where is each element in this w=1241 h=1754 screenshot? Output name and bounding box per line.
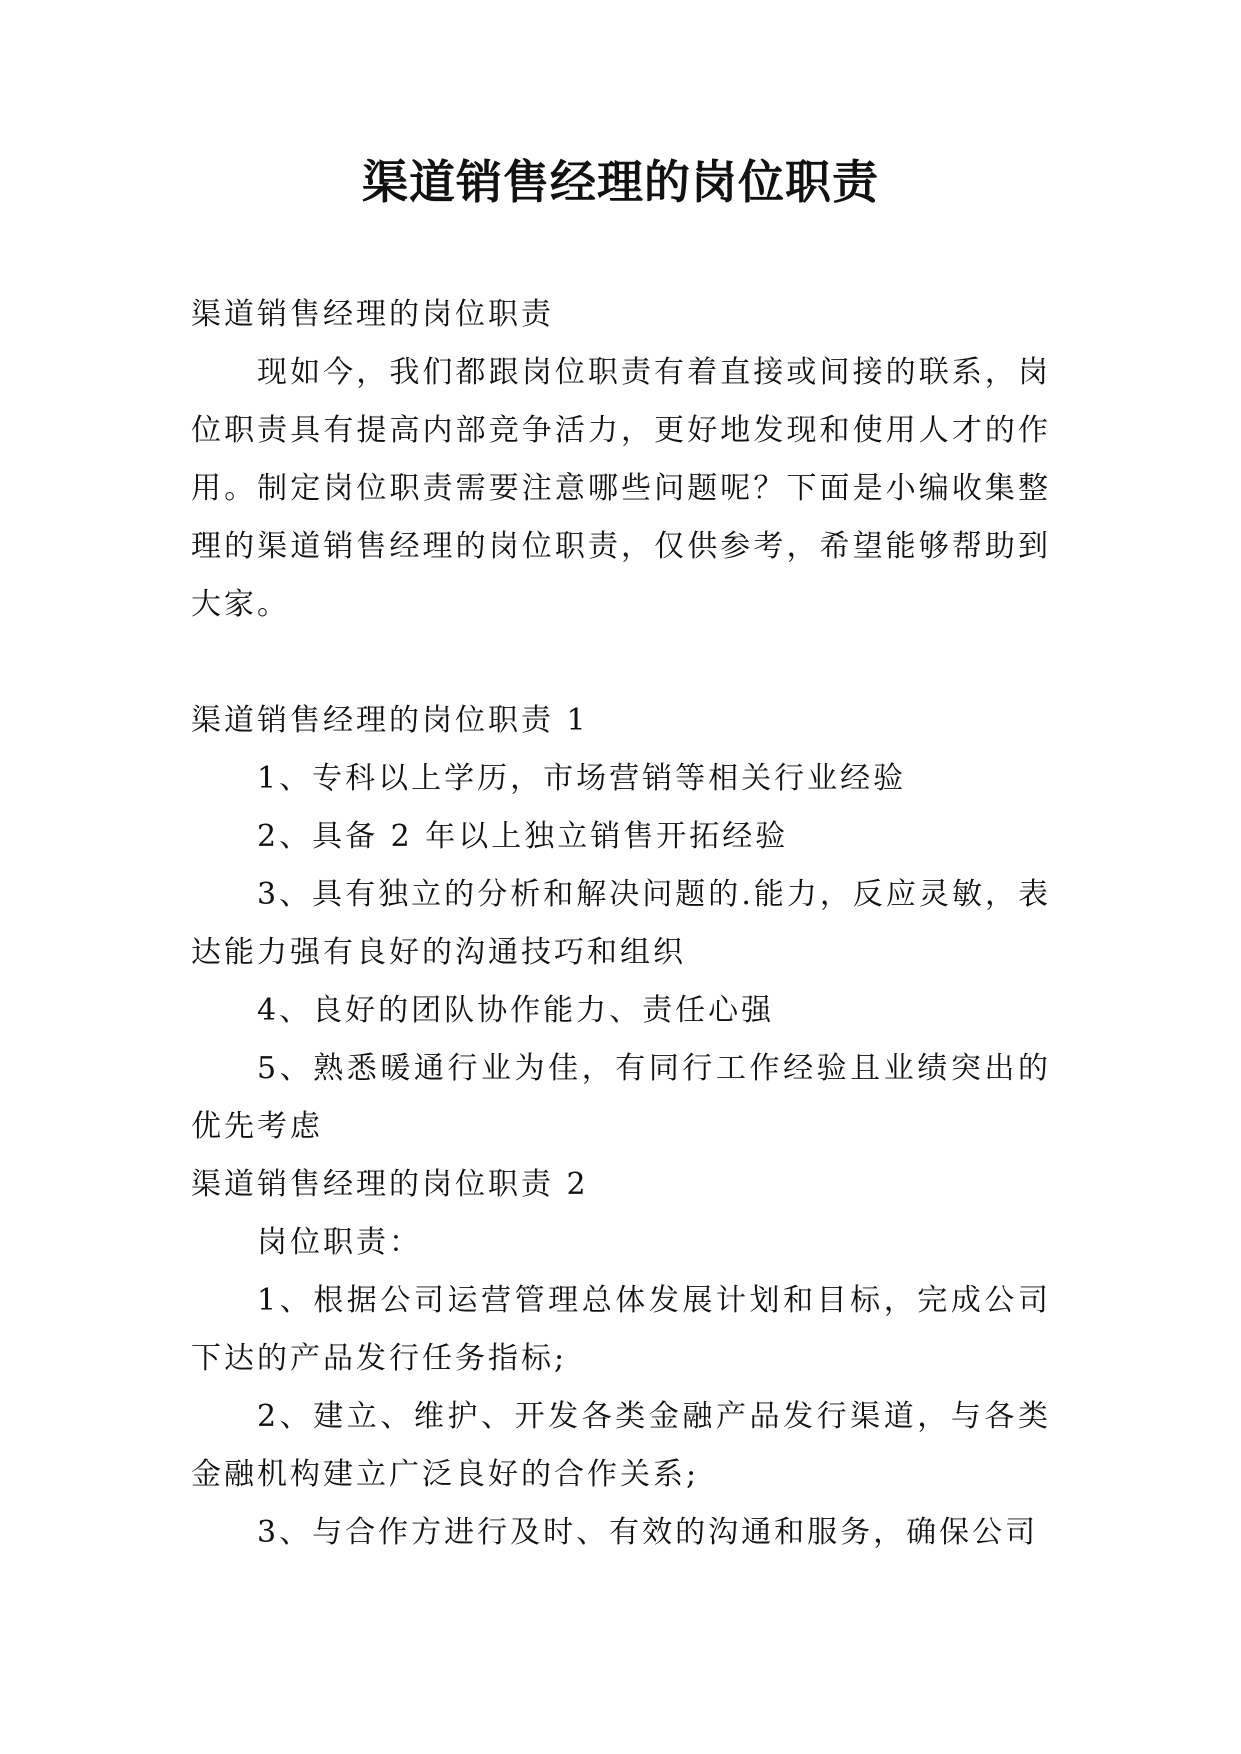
section-2-item-3: 3、与合作方进行及时、有效的沟通和服务，确保公司 (257, 1515, 1039, 1550)
section-1-heading: 渠道销售经理的岗位职责 1 (191, 703, 589, 738)
intro-paragraph: 现如今，我们都跟岗位职责有着直接或间接的联系，岗位职责具有提高内部竞争活力，更好地发现和使用人才的作用。制定岗位职责需要注意哪些问题呢？下面是小编收集整理的渠道销售经理的岗位职责，仅供参考，希望能够帮助到大家。 (191, 355, 1051, 622)
section-2-item-1: 1、根据公司运营管理总体发展计划和目标，完成公司下达的产品发行任务指标; (191, 1283, 1051, 1376)
section-2-heading: 渠道销售经理的岗位职责 2 (191, 1167, 589, 1202)
section-1-item-2: 2、具备 2 年以上独立销售开拓经验 (257, 819, 789, 854)
document-title: 渠道销售经理的岗位职责 (362, 155, 879, 209)
section-1-item-4: 4、良好的团队协作能力、责任心强 (257, 993, 775, 1028)
document-body (191, 286, 1051, 1562)
section-2-item-2: 2、建立、维护、开发各类金融产品发行渠道，与各类金融机构建立广泛良好的合作关系; (191, 1399, 1051, 1492)
section-1-item-5: 5、熟悉暖通行业为佳，有同行工作经验且业绩突出的优先考虑 (191, 1051, 1051, 1144)
section-1-item-1: 1、专科以上学历，市场营销等相关行业经验 (257, 761, 907, 796)
section-2-subheading: 岗位职责： (257, 1225, 422, 1260)
intro-heading: 渠道销售经理的岗位职责 (191, 297, 554, 332)
section-1-item-3: 3、具有独立的分析和解决问题的.能力，反应灵敏，表达能力强有良好的沟通技巧和组织 (191, 877, 1051, 970)
